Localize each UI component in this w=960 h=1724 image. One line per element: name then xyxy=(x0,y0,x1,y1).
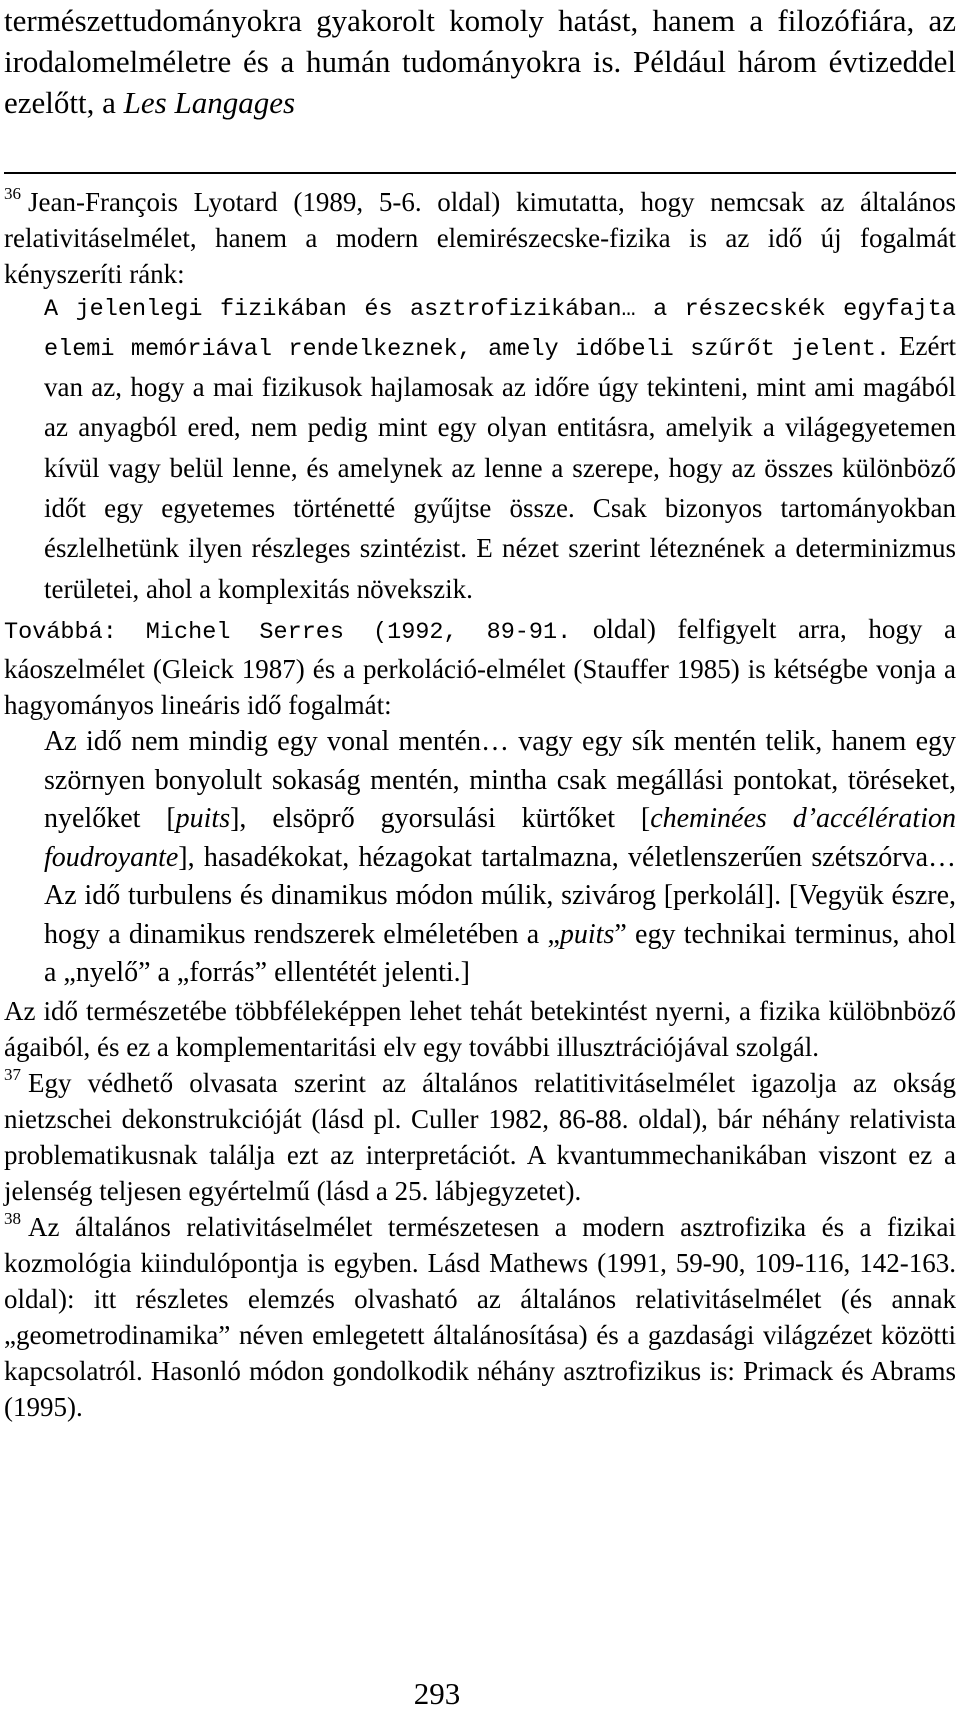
footnote-text: Egy védhető olvasata szerint az általános relatitivitáselmélet igazolja az okság nietzschei dekonstrukcióját (lásd pl. Culler 1982, 86-88. oldal), bár néhány relativista problematikusnak találja ezt az interpretációt. A kvantummechanikában viszont ez a jelenség teljesen egyértelmű (lásd a 25. lábjegyzetet). xyxy=(4,1067,956,1206)
quote-text: ” egy technikai terminus, ahol a „nyelő” a „forrás” ellentétét jelenti.] xyxy=(44,918,957,989)
body-line-1: természettudományokra gyakorolt komoly hatást, hanem a xyxy=(4,3,764,38)
footnote-number: 36 xyxy=(4,184,21,203)
footnote-number: 37 xyxy=(4,1064,21,1084)
footnote-36 xyxy=(4,184,956,1065)
les-langages-title: Les Langages xyxy=(123,85,296,120)
block-quote-serres xyxy=(4,723,956,993)
italic-term: cheminées d’accélération foudroyante xyxy=(44,803,956,873)
footnote-separator xyxy=(4,172,956,174)
italic-term: puits xyxy=(175,803,231,835)
quote-continuation: Ezért van az, hogy a mai fizikusok hajlamosak az időre úgy tekinteni, mint ami magából az anyagból ered, nem pedig mint egy olyan entitásra, amelyik a világegyetemen kívül vagy belül lenne, és amelynek az lenne a szerepe, hogy az összes különböző időt egy egyetemes történetté gyűjtse össze. Csak bizonyos tartományokban észlelhetünk ilyen részleges szintézist. E nézet szerint léteznének a determinizmus területei, ahol a komplexitás növekszik. xyxy=(44,331,956,604)
quote-sentence: A jelenlegi fizikában és asztrofizikában… a részecskék egyfajta elemi memóriával rendelkeznek, amely időbeli szűrőt jelent. xyxy=(44,296,956,364)
body-line-3: is. Például három évtizeddel ezelőtt, a xyxy=(4,44,956,120)
further-reading-lead: Továbbá: Michel Serres (1992, 89-91. xyxy=(4,619,572,647)
footnote-closing: Az idő természetébe többféleképpen lehet tehát betekintést nyerni, a fizika külöbnböző ágaiból, és ez a komplementaritási elv egy további illusztrációjával szolgál. xyxy=(4,995,956,1062)
footnote-37 xyxy=(4,1065,956,1209)
body-line-2: filozófiára, az irodalomelméletre és a humán tudományokra xyxy=(4,3,957,79)
footnote-number: 38 xyxy=(4,1208,21,1228)
footnote-text: Az általános relativitáselmélet természetesen a modern asztrofizika és a fizikai kozmológia kiindulópontja is egyben. Lásd Mathews (1991, 59-90, 109-116, 142-163. oldal): itt részletes elemzés olvasható az általános relativitáselmélet (és annak „geometrodinamika” néven emlegetett általánosítása) és a gazdasági világzézet közötti kapcsolatról. Hasonló módon gondolkodik néhány asztrofizikus is: Primack és Abrams (1995). xyxy=(4,1211,956,1422)
footnotes xyxy=(4,184,956,1425)
block-quote xyxy=(4,292,956,611)
quote-text: Az idő nem mindig egy vonal mentén… vagy egy sík mentén telik, hanem egy szörnyen bonyolult sokaság mentén, mintha csak megállási pontokat, töréseket, nyelőket [ xyxy=(44,726,956,835)
page-number: 293 xyxy=(413,1676,461,1711)
further-reading-text: oldal) felfigyelt arra, hogy a káoszelmélet (Gleick 1987) és a perkoláció-elmélet (Stauffer 1985) is kétségbe vonja a hagyományos lineáris idő fogalmát: xyxy=(4,614,956,721)
italic-term: puits xyxy=(559,918,615,950)
body-paragraph xyxy=(4,0,956,123)
footnote-intro: Jean-François Lyotard (1989, 5-6. oldal) kimutatta, hogy nemcsak az általános relativitáselmélet, hanem a modern elemirészecske-fizika is az idő új fogalmát kényszeríti ránk: xyxy=(4,187,956,289)
quote-text: ], elsöprő gyorsulási kürtőket [ xyxy=(230,803,651,835)
footnote-38 xyxy=(4,1209,956,1425)
quote-text: ], hasadékokat, hézagokat tartalmazna, véletlenszerűen szétszórva… Az idő turbulens és dinamikus módon múlik, szivárog [perkolál]. [Vegyük észre, hogy a dinamikus rendszerek elméletében a „ xyxy=(44,841,956,950)
